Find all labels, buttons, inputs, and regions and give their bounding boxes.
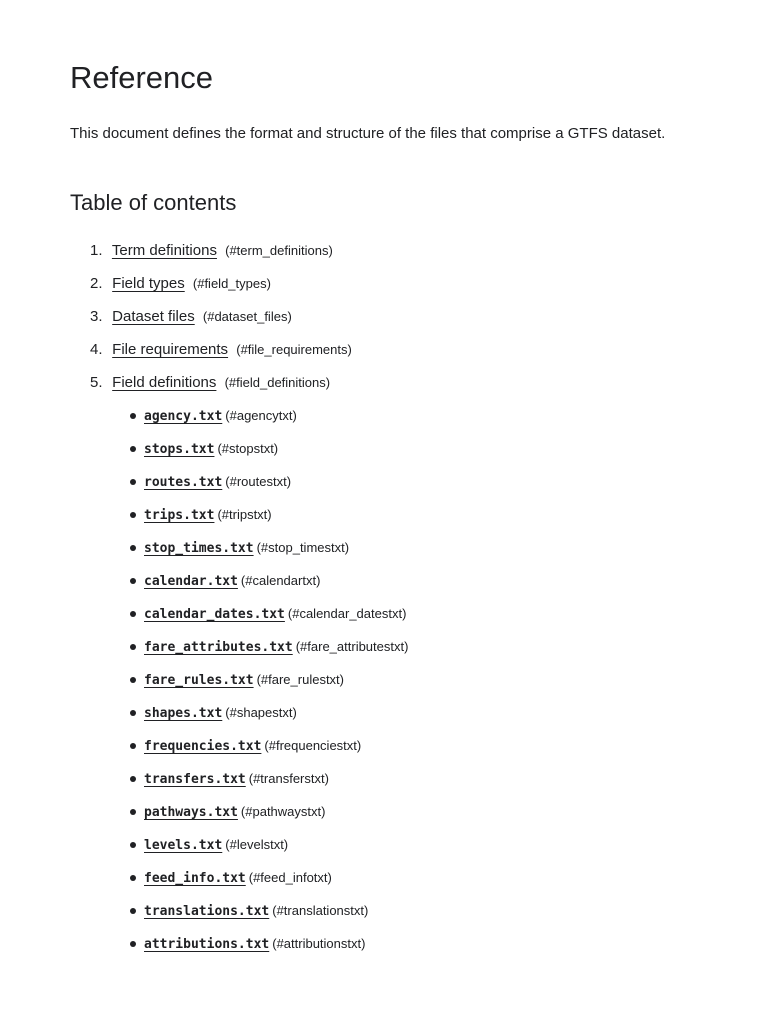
bullet-icon [130,776,136,782]
toc-item-term-definitions [90,240,730,273]
list-item [130,603,730,636]
bullet-icon [130,677,136,683]
list-item [130,768,730,801]
toc-number: 5. [90,374,103,391]
file-link[interactable]: frequencies.txt [144,739,262,754]
file-link[interactable]: pathways.txt [144,805,238,820]
list-item [130,834,730,867]
bullet-icon [130,743,136,749]
file-link[interactable]: translations.txt [144,904,270,919]
file-link[interactable]: fare_attributes.txt [144,640,293,655]
list-item [130,570,730,603]
file-anchor: (#fare_attributestxt) [295,639,409,654]
toc-list [90,240,730,405]
list-item [130,900,730,933]
file-anchor: (#calendar_datestxt) [287,606,407,621]
toc-number: 3. [90,308,103,325]
toc-number: 2. [90,275,103,292]
list-item [130,702,730,735]
file-anchor: (#stop_timestxt) [256,540,350,555]
file-link[interactable]: routes.txt [144,475,223,490]
bullet-icon [130,479,136,485]
file-link[interactable]: trips.txt [144,508,215,523]
file-anchor: (#attributionstxt) [272,936,366,951]
bullet-icon [130,875,136,881]
toc-link-file-requirements[interactable]: File requirements [112,341,229,358]
file-anchor: (#transferstxt) [248,771,329,786]
toc-anchor: (#dataset_files) [202,309,292,324]
file-link[interactable]: stops.txt [144,442,215,457]
list-item [130,636,730,669]
toc-item-file-requirements [90,339,730,372]
file-link[interactable]: attributions.txt [144,937,270,952]
bullet-icon [130,545,136,551]
page-title: Reference [70,60,214,95]
bullet-icon [130,710,136,716]
bullet-icon [130,809,136,815]
toc-item-field-types [90,273,730,306]
list-item [130,405,730,438]
file-anchor: (#shapestxt) [225,705,297,720]
toc-item-field-definitions [90,372,730,405]
file-anchor: (#translationstxt) [272,903,369,918]
file-link[interactable]: feed_info.txt [144,871,246,886]
list-item [130,537,730,570]
file-anchor: (#agencytxt) [225,408,297,423]
toc-anchor: (#field_types) [192,276,271,291]
toc-anchor: (#file_requirements) [236,342,352,357]
file-link[interactable]: agency.txt [144,409,223,424]
toc-heading: Table of contents [70,190,237,215]
list-item [130,867,730,900]
file-anchor: (#calendartxt) [240,573,321,588]
toc-link-term-definitions[interactable]: Term definitions [111,242,217,259]
bullet-icon [130,644,136,650]
file-anchor: (#fare_rulestxt) [256,672,344,687]
toc-number: 1. [90,242,103,259]
file-anchor: (#feed_infotxt) [248,870,332,885]
field-definitions-sublist [130,405,730,966]
bullet-icon [130,941,136,947]
file-anchor: (#frequenciestxt) [264,738,362,753]
file-link[interactable]: levels.txt [144,838,223,853]
file-link[interactable]: calendar_dates.txt [144,607,285,622]
file-link[interactable]: calendar.txt [144,574,238,589]
toc-anchor: (#term_definitions) [225,243,333,258]
file-link[interactable]: fare_rules.txt [144,673,254,688]
file-anchor: (#levelstxt) [225,837,289,852]
toc-link-field-definitions[interactable]: Field definitions [112,374,217,391]
file-anchor: (#stopstxt) [217,441,279,456]
list-item [130,669,730,702]
file-link[interactable]: transfers.txt [144,772,246,787]
file-anchor: (#routestxt) [225,474,292,489]
list-item [130,735,730,768]
bullet-icon [130,842,136,848]
toc-item-dataset-files [90,306,730,339]
bullet-icon [130,611,136,617]
toc-link-dataset-files[interactable]: Dataset files [112,308,195,325]
list-item [130,438,730,471]
toc-link-field-types[interactable]: Field types [112,275,185,292]
intro-paragraph: This document defines the format and structure of the files that comprise a GTFS dataset. [70,125,666,142]
file-link[interactable]: shapes.txt [144,706,223,721]
bullet-icon [130,512,136,518]
file-link[interactable]: stop_times.txt [144,541,254,556]
file-anchor: (#pathwaystxt) [240,804,326,819]
bullet-icon [130,413,136,419]
bullet-icon [130,578,136,584]
toc-anchor: (#field_definitions) [224,375,331,390]
toc-number: 4. [90,341,103,358]
bullet-icon [130,908,136,914]
list-item [130,933,730,966]
list-item [130,471,730,504]
file-anchor: (#tripstxt) [217,507,272,522]
list-item [130,801,730,834]
list-item [130,504,730,537]
bullet-icon [130,446,136,452]
